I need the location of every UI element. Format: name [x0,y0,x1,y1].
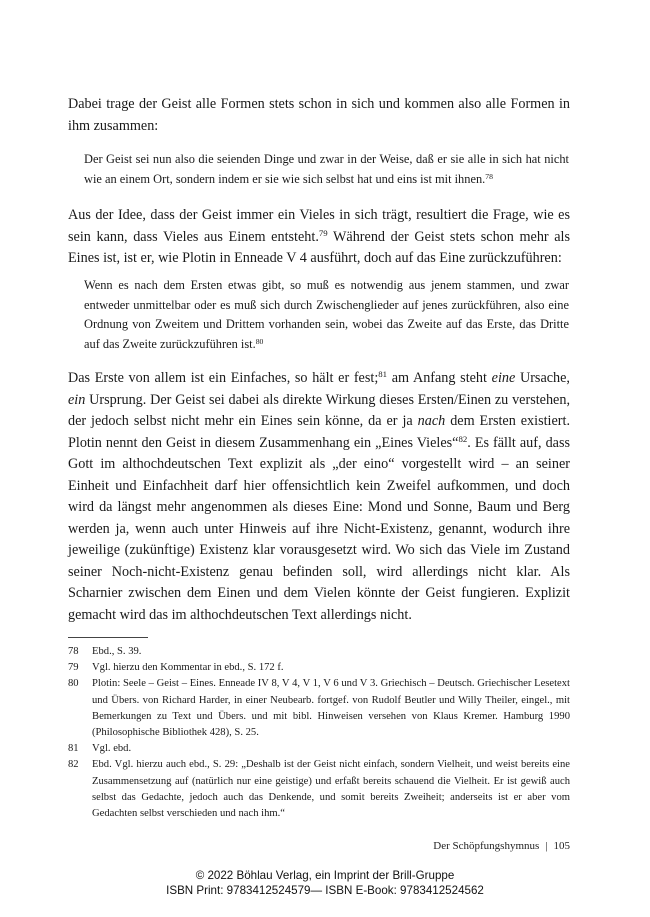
footnote-text: Vgl. hierzu den Kommentar in ebd., S. 172 f. [92,662,284,674]
footnote-number: 80 [68,678,79,690]
footnote-ref-81[interactable]: 81 [378,369,388,380]
body-paragraph-3 [68,368,570,626]
footnote-ref-78[interactable]: 78 [485,171,493,181]
footnote-number: 78 [68,646,79,657]
block-quote-2-text: Wenn es nach dem Ersten etwas gibt, so muß es notwendig aus jenem stammen, und zwar entweder unmittelbar oder es muß sich durch Zwischenglieder auf jenes zurückführen, also eine Ordnung von Zweitem und Drittem vorhanden sein, wobei das Zweite auf das Erste, das Dritte auf das Zweite zurückzuführen ist. [84,278,569,351]
footnote-number: 82 [68,759,79,771]
block-quote-1 [84,150,569,189]
emphasis-ein: ein [68,391,86,408]
body-paragraph-2 [68,205,570,270]
footnote-79 [68,660,570,676]
body-paragraph-3-text-c: Ursache, [515,370,570,386]
body-paragraph-3-text-f: . Es fällt auf, dass Gott im althochdeutschen Text explizit als „der eino“ vorgestellt wird – an seiner Einheit und Einfachheit darf hier offensichtlich kein Zweifel aufkommen, und doch wird da längst mehr angenommen als dieses Eine: Mond und Sonne, Baum und Berg werden ja, wenn auch unter Hinweis auf ihre Nicht-Existenz, genannt, wodurch ihre jeweilige (zukünftige) Existenz klar vorausgesetzt wird. Wo sich das Viele im Zustand seiner Noch-nicht-Existenz genau befinden soll, wird allerdings nicht klar. Als Scharnier zwischen dem Einen und dem Vielen könnte der Geist fungieren. Explizit gemacht wird das im althochdeutschen Text allerdings nicht. [68,434,570,623]
block-quote-2 [84,276,569,354]
body-paragraph-3-text-d: Ursprung. Der Geist sei dabei als direkte Wirkung dieses Ersten/Einen zu verstehen, der jedoch selbst nicht mehr ein Eines sein könne, da er ja [68,391,570,429]
isbn-line: ISBN Print: 9783412524579— ISBN E-Book: 9783412524562 [166,884,484,897]
footnote-text: Vgl. ebd. [92,743,132,755]
body-paragraph-3-text-e: dem Ersten existiert. Plotin nennt den Geist in diesem Zusammenhang ein „Eines Vieles“ [68,413,570,451]
footnote-ref-82[interactable]: 82 [458,433,468,444]
footnote-number: 79 [68,662,79,674]
footnote-text: Ebd., S. 39. [92,646,142,657]
copyright-line: © 2022 Böhlau Verlag, ein Imprint der Brill-Gruppe [195,869,455,882]
body-paragraph-2-text-b: Während der Geist stets schon mehr als Eines ist, ist er, wie Plotin in Enneade V 4 ausführt, doch auf das Eine zurückzuführen: [68,228,571,266]
body-paragraph-3-text-a: Das Erste von allem ist ein Einfaches, so hält er fest; [68,370,379,386]
footnote-78 [68,644,570,660]
page-number: 105 [553,840,570,852]
footnote-number: 81 [68,743,79,755]
footnote-81 [68,741,570,757]
footnotes-section [68,644,570,822]
footnote-text: Ebd. Vgl. hierzu auch ebd., S. 29: „Deshalb ist der Geist nicht einfach, sondern Vielheit, und weist bereits eine Zusammensetzung auf (natürlich nur eine geistige) und erfaßt bereits schauend die Vielheit. Er ist gewiß auch selbst das Gedachte, jedoch auch das Denkende, und somit bereits Zweiheit; anderseits ist er aber vom Gedachten selbst verschieden und nach ihm.“ [92,759,570,820]
footnote-text: Plotin: Seele – Geist – Eines. Enneade IV 8, V 4, V 1, V 6 und V 3. Griechisch – Deutsch. Griechischer Lesetext und Übers. von Richard Harder, in einer Neubearb. fortgef. von Rudolf Beutler und Willy Theiler, eingel., mit Bemerkungen zu Text und Übers. und mit bibl. Hinweisen versehen von Klaus Kremer. Hamburg 1990 (Philosophische Bibliothek 428), S. 25. [92,678,570,739]
footnote-ref-80[interactable]: 80 [255,336,264,346]
footnote-82 [68,757,570,822]
body-paragraph-1-text: Dabei trage der Geist alle Formen stets schon in sich und kommen also alle Formen in ihm zusammen: [68,96,570,134]
body-paragraph-2-text-a: Aus der Idee, dass der Geist immer ein Vieles in sich trägt, resultiert die Frage, wie es sein kann, dass Vieles aus Einem entsteht. [68,207,570,245]
footnote-80 [68,676,570,741]
emphasis-eine: eine [491,370,516,386]
running-footer [433,840,570,852]
emphasis-nach: nach [417,413,446,429]
body-paragraph-1 [68,94,570,137]
block-quote-1-text: Der Geist sei nun also die seienden Dinge und zwar in der Weise, daß er sie alle in sich hat nicht wie an einem Ort, sondern indem er sie wie sich selbst hat und eins ist mit ihnen. [84,152,569,186]
running-footer-title: Der Schöpfungshymnus [433,840,540,852]
running-footer-separator: | [545,840,548,852]
footnote-divider [68,637,148,638]
body-paragraph-3-text-b: am Anfang steht [387,370,492,386]
footnote-ref-79[interactable]: 79 [318,227,328,238]
